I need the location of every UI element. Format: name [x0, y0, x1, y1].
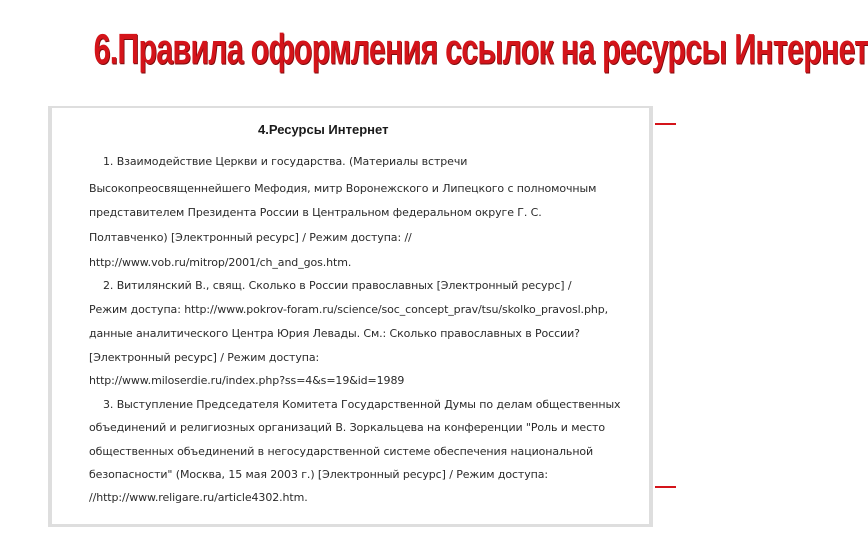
document-line: Полтавченко) [Электронный ресурс] / Режим доступа: // [89, 231, 412, 244]
document-line: общественных объединений в негосударственной системе обеспечения национальной [89, 445, 594, 458]
decor-line-bottom [655, 486, 676, 488]
document-line: Высокопреосвященнейшего Мефодия, митр Воронежского и Липецкого с полномочным [89, 182, 597, 195]
document-line: 2. Витилянский В., свящ. Сколько в России православных [Электронный ресурс] / [103, 279, 572, 292]
decor-line-top [655, 123, 676, 125]
document-line: http://www.miloserdie.ru/index.php?ss=4&s=19&id=1989 [89, 374, 405, 387]
document-line: безопасности" (Москва, 15 мая 2003 г.) [Электронный ресурс] / Режим доступа: [89, 468, 548, 481]
document-line: [Электронный ресурс] / Режим доступа: [89, 351, 320, 364]
document-line: 1. Взаимодействие Церкви и государства. (Материалы встречи [103, 155, 468, 168]
document-line: данные аналитического Центра Юрия Левады. См.: Сколько православных в России? [89, 327, 580, 340]
document-heading: 4.Ресурсы Интернет [258, 122, 389, 137]
slide-title: 6.Правила оформления ссылок на ресурсы Интернет [93, 24, 868, 74]
document-line: объединений и религиозных организаций В. Зоркальцева на конференции "Роль и место [89, 421, 605, 434]
document-line: //http://www.religare.ru/article4302.htm. [89, 491, 308, 504]
document-line: Режим доступа: http://www.pokrov-foram.ru/science/soc_concept_prav/tsu/skolko_pravosl.php, [89, 303, 608, 316]
document-line: представителем Президента России в Центральном федеральном округе Г. С. [89, 206, 542, 219]
document-scan [52, 108, 649, 524]
document-line: 3. Выступление Председателя Комитета Государственной Думы по делам общественных [103, 398, 621, 411]
document-line: http://www.vob.ru/mitrop/2001/ch_and_gos.htm. [89, 256, 352, 269]
